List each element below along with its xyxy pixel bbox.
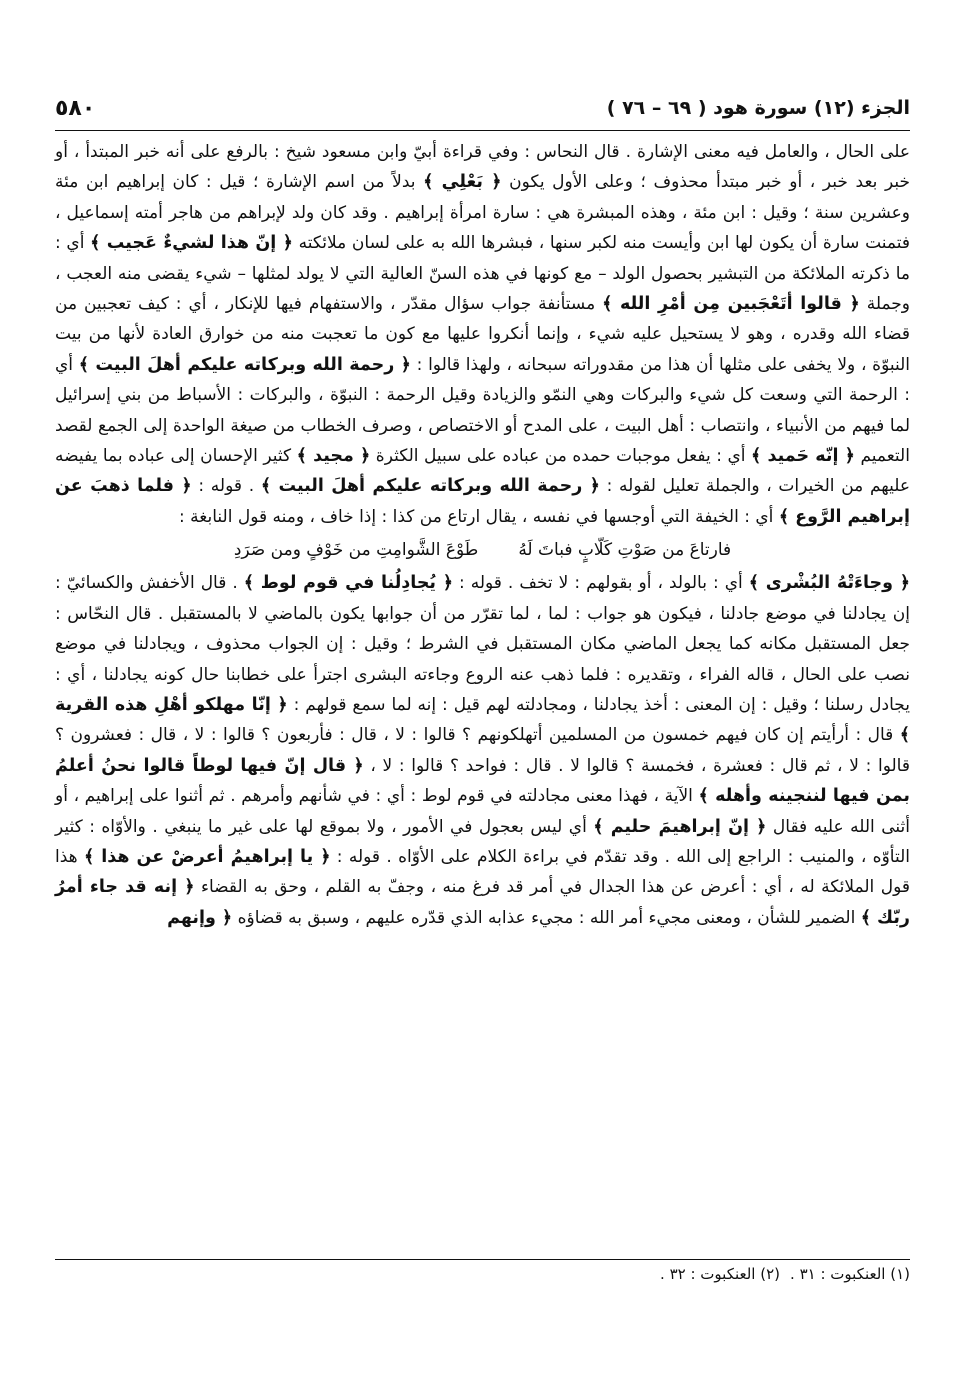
text-segment: . قال الأخفش والكسائيّ : إن يجادلنا في موضع جادلنا ، فيكون هو جواب : لما ، لما تقرّر من أن جوابها يكون بالماضي لا بالمستقبل . قال النحّاس : جعل المستقبل مكانه كما يجعل الماضي مكان المستقبل في الشرط ؛ وقيل : إن الجواب محذوف ، ويجادلنا في موضع نصب على الحال ، قاله الفراء ، وتقديره : فلما ذهب عنه الروع وجاءته البشرى اجترأ على خطابنا حال كونه يجادلنا ، أي : يجادل رسلنا ؛ وقيل : إن المعنى : أخذ يجادلنا ، ومجادلته لهم قيل : إنه لما سمع قولهم : — [55, 573, 910, 715]
footnote-2: (٢) العنكبوت : ٣٢ . — [660, 1265, 781, 1283]
quran-quote: ﴿ إنّا مهلكو أهْلِ هذه القرية ﴾ — [55, 694, 910, 746]
quran-quote: ﴿ إنّ هذا لشيءٌ عَجيب ﴾ — [90, 233, 293, 254]
quran-quote: ﴿ يُجادِلُنا في قوم لوط ﴾ — [243, 573, 453, 594]
quran-quote: ﴿ قالوا أتَعْجَبين مِن أمْرِ الله ﴾ — [602, 294, 860, 315]
text-segment: . قوله : — [191, 476, 261, 497]
quran-quote: ﴿ بَعْلِي ﴾ — [423, 172, 502, 193]
footnote-1: (١) العنكبوت : ٣١ . — [790, 1265, 910, 1283]
text-segment: أي : بالولد ، أو بقولهم : لا تخف . قوله : — [452, 573, 749, 594]
text-segment: بدلاً من اسم الإشارة ؛ قيل : كان إبراهيم ابن مئة وعشرين سنة ؛ وقيل : ابن مئة ، وهذه المبشرة هي : سارة امرأة إبراهيم . وقد كان ولد لإبراهم من هاجر أمته إسماعيل ، فتمنت سارة أن يكون لها ابن وأيست منه لكبر سنها ، فبشرها الله به على لسان ملائكته — [55, 172, 910, 254]
text-segment: الضمير للشأن ، ومعنى مجيء أمر الله : مجيء عذابه الذي قدّره عليهم ، وسبق به قضاؤه — [232, 907, 861, 928]
quran-quote: ﴿ وجاءَتْهُ البُشْرى ﴾ — [748, 573, 910, 594]
quran-quote: ﴿ قال إنّ فيها لوطاً قالوا نحنُ أعلمُ بمن فيها لننجينه وأهله ﴾ — [55, 755, 910, 807]
quran-quote: ﴿ رحمة الله وبركاته عليكم أهلَ البيت ﴾ — [260, 476, 600, 497]
header-rule — [55, 130, 910, 131]
text-segment: الآية ، فهذا معنى مجادلته في قوم لوط : أي : في شأنهم وأمرهم . ثم أثنوا على إبراهيم ، أو أثنى الله عليه فقال — [55, 786, 910, 837]
quran-quote: ﴿ فلما ذهبَ عن إبراهيم الرَّوع ﴾ — [55, 476, 910, 527]
quran-quote: ﴿ وإنهم — [167, 907, 233, 928]
page-number: ٥٨٠ — [55, 95, 96, 121]
quran-quote: ﴿ مجيد ﴾ — [296, 446, 371, 467]
footnotes — [660, 1265, 910, 1283]
quran-quote: ﴿ رحمة الله وبركاته عليكم أهلَ البيت ﴾ — [78, 354, 411, 375]
verse-hemistich-2: طَوْعَ الشَّوامِتِ من خَوْفٍ ومن صَرَدِ — [233, 540, 479, 561]
page — [55, 85, 910, 1335]
text-segment: مستأنفة جواب سؤال مقدّر ، والاستفهام فيها للإنكار ، أي : كيف تعجبين من قضاء الله وقدره ، وهو لا يستحيل عليه شيء ، وإنما أنكروا عليها مع كون ما تعجبت منه من خوارق العادة لأنها من بيت النبوّة ، ولا يخفى على مثلها أن هذا من مقدوراته سبحانه ، ولهذا قالوا : — [55, 294, 911, 375]
text-segment: أي : الخيفة التي أوجسها في نفسه ، يقال ارتاع من كذا : إذا خاف ، ومنه قول النابغة : — [179, 506, 779, 527]
text-segment: قال : أرأيتم إن كان فيهم خمسون من المسلمين أتهلكونهم ؟ قالوا : لا ، قال : فأربعون ؟ قالوا : لا ، قال : فعشرون ؟ قالوا : لا ، ثم قال : فعشرة ، فخمسة ؟ قالوا لا . قال : فواحد ؟ قالوا : لا ، — [55, 725, 910, 776]
text-segment: أي ليس بعجول في الأمور ، ولا بموقع لها على غير ما ينبغي . والأوّاه : كثير التأوّه ، والمنيب : الراجع إلى الله . وقد تقدّم في براءة الكلام على الأوّاه . قوله : — [55, 816, 910, 867]
verse-hemistich-1: فارتاعَ من صَوْتِ كَلّابٍ فباتَ لَهُ — [518, 540, 732, 561]
body-text — [55, 137, 910, 933]
text-segment: أي : ما ذكرته الملائكة من التبشير بحصول الولد – مع كونها في هذه السنّ العالية التي لا يولد لمثلها – شيء يقضى منه العجب ، وجملة — [55, 233, 910, 315]
poetry-verse — [55, 534, 910, 566]
quran-quote: ﴿ يا إبراهيمُ أعرضْ عن هذا ﴾ — [83, 846, 331, 867]
text-segment: على الحال ، والعامل فيه معنى الإشارة . قال النحاس : وفي قراءة أبيّ وابن مسعود شيخ : بالرفع على أنه خبر المبتدأ ، أو خبر بعد خبر ، أو خبر مبتدأ محذوف ؛ وعلى الأول يكون — [55, 142, 911, 193]
quran-quote: ﴿ إنّه حَميد ﴾ — [751, 446, 855, 467]
text-segment: أي : الرحمة التي وسعت كل شيء والبركات وهي النمّو والزيادة وقيل الرحمة : النبوّة ، والبركات : الأسباط من بني إسرائيل لما فيهم من الأنبياء ، وانتصاب : أهل البيت ، على المدح أو الاختصاص ، وصرف الخطاب من صيغة الواحدة إلى الجمع لقصد التعميم — [55, 354, 910, 467]
text-segment: هذا قول الملائكة له ، أي : أعرض عن هذا الجدال في أمر قد فرغ منه ، وجفّ به القلم ، وحق به القضاء — [55, 846, 910, 898]
quran-quote: ﴿ إنّ إبراهيمَ حليم ﴾ — [593, 816, 767, 837]
paragraph-2 — [55, 568, 910, 933]
paragraph-1 — [55, 137, 910, 532]
text-segment: كثير الإحسان إلى عباده بما يفيضه عليهم من الخيرات ، والجملة تعليل لقوله : — [55, 446, 911, 497]
page-header — [55, 85, 910, 131]
text-segment: أي : يفعل موجبات حمده من عباده على سبيل الكثرة — [370, 446, 752, 467]
footnote-rule — [55, 1259, 910, 1260]
running-title: الجزء (١٢) سورة هود ( ٦٩ – ٧٦ ) — [606, 97, 910, 119]
quran-quote: ﴿ إنه قد جاء أمرُ ربّك ﴾ — [55, 877, 910, 928]
